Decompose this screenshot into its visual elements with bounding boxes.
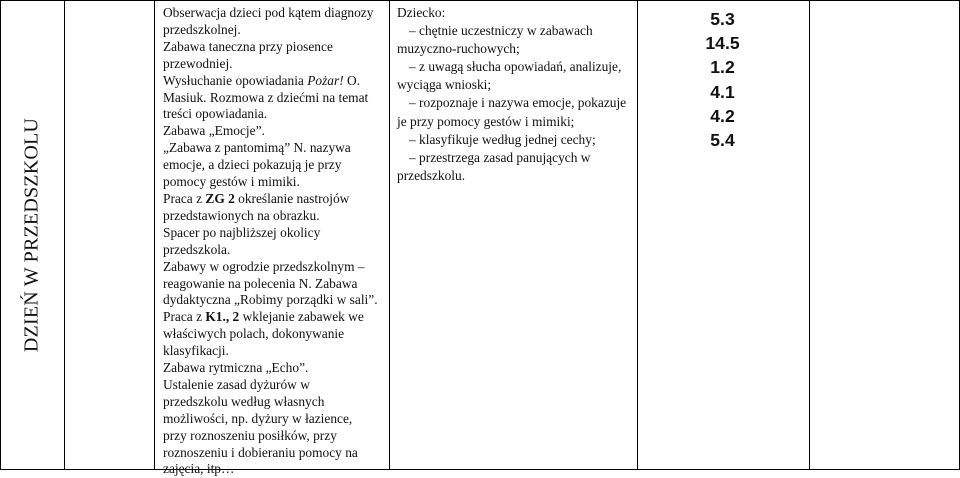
workbook-ref: ZG 2 <box>205 190 235 206</box>
activity-text: Praca z <box>163 190 206 206</box>
codes-cell <box>641 7 804 152</box>
activity-line: przedszkola. <box>163 241 231 257</box>
activity-line: Zabawa „Emocje”. <box>163 123 265 139</box>
curriculum-code: 1.2 <box>710 57 735 78</box>
activity-line: przedszkolnej. <box>163 21 241 37</box>
activity-line: przedstawionych na obrazku. <box>163 207 320 223</box>
goals-heading: Dziecko: <box>397 5 446 20</box>
activity-line: Obserwacja dzieci pod kątem diagnozy <box>163 5 374 20</box>
day-title: DZIEŃ W PRZEDSZKOLU <box>20 117 43 353</box>
curriculum-code: 5.3 <box>710 9 735 29</box>
column-divider-2 <box>154 0 155 470</box>
activity-line: reagowanie na polecenia N. Zabawa <box>163 275 358 291</box>
activity-line <box>163 73 388 90</box>
goals-cell <box>397 4 635 185</box>
activity-text: wklejanie zabawek we <box>239 309 364 325</box>
curriculum-code: 4.1 <box>710 81 735 102</box>
column-divider-3 <box>389 0 390 470</box>
goal-item: przedszkolu. <box>397 167 466 183</box>
goal-item: – klasyfikuje według jednej cechy; <box>409 131 596 147</box>
activity-line <box>163 191 388 208</box>
activity-line: „Zabawa z pantomimą” N. nazywa <box>163 140 351 156</box>
activity-line: treści opowiadania. <box>163 106 268 122</box>
activity-line: przewodniej. <box>163 55 233 71</box>
empty-cell <box>810 1 959 469</box>
goal-item: – z uwagą słucha opowiadań, analizuje, <box>409 59 622 75</box>
activity-line: zajęcia, itp… <box>163 461 235 477</box>
goal-item: – przestrzega zasad panujących w <box>409 149 591 165</box>
empty-cell <box>65 1 154 469</box>
story-title: Pożar! <box>307 72 344 88</box>
day-title-cell <box>0 0 64 470</box>
activity-line: Zabawa taneczna przy piosence <box>163 38 333 54</box>
curriculum-code: 5.4 <box>710 130 735 151</box>
activity-line: przedszkolu według własnych <box>163 393 325 409</box>
activity-line <box>163 309 388 326</box>
column-divider-4 <box>637 0 638 470</box>
activity-line: Masiuk. Rozmowa z dziećmi na temat <box>163 89 369 105</box>
activity-line: Spacer po najbliższej okolicy <box>163 224 321 240</box>
goal-item: wyciąga wnioski; <box>397 77 492 93</box>
activity-line: klasyfikacji. <box>163 343 229 359</box>
activity-line: właściwych polach, dokonywanie <box>163 326 345 342</box>
curriculum-code: 4.2 <box>710 105 735 126</box>
card-ref: K1., 2 <box>205 309 240 325</box>
activities-cell <box>163 5 388 478</box>
activity-line: emocje, a dzieci pokazują je przy <box>163 157 342 173</box>
activity-line: Ustalenie zasad dyżurów w <box>163 376 310 392</box>
activity-line: przy roznoszeniu posiłków, przy <box>163 427 337 443</box>
activity-line: roznoszeniu i dobieraniu pomocy na <box>163 444 358 460</box>
activity-line: pomocy gestów i mimiki. <box>163 174 300 190</box>
goal-item: muzyczno-ruchowych; <box>397 41 520 57</box>
activity-text: określanie nastrojów <box>234 190 350 206</box>
activity-text: Wysłuchanie opowiadania <box>163 72 308 88</box>
activity-line: dydaktyczna „Robimy porządki w sali”. <box>163 292 378 308</box>
goal-item: je przy pomocy gestów i mimiki; <box>397 113 575 129</box>
activity-text: Praca z <box>163 309 206 325</box>
goal-item: – rozpoznaje i nazywa emocje, pokazuje <box>409 95 627 111</box>
goal-item: – chętnie uczestniczy w zabawach <box>409 23 593 39</box>
curriculum-code: 14.5 <box>705 33 740 54</box>
activity-text: O. <box>343 72 361 88</box>
activity-line: Zabawa rytmiczna „Echo”. <box>163 360 309 376</box>
activity-line: możliwości, np. dyżury w łazience, <box>163 410 353 426</box>
activity-line: Zabawy w ogrodzie przedszkolnym – <box>163 258 365 274</box>
